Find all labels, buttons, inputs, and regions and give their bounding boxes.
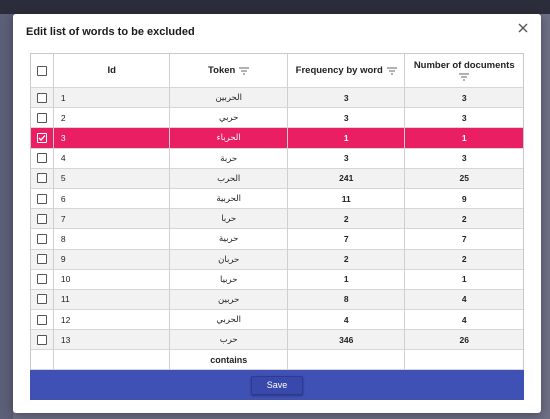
cell-token: حربية	[170, 229, 288, 249]
row-select-cell	[31, 149, 54, 169]
table-row[interactable]	[31, 128, 523, 148]
cell-documents: 4	[405, 310, 523, 330]
words-table	[30, 53, 524, 371]
cell-documents: 1	[405, 128, 523, 148]
table-row[interactable]	[31, 108, 523, 128]
column-header-documents-label: Number of documents	[413, 60, 515, 71]
table-row[interactable]	[31, 270, 523, 290]
cell-frequency: 1	[288, 270, 406, 290]
row-select-cell	[31, 330, 54, 350]
row-select-cell	[31, 250, 54, 270]
cell-documents: 2	[405, 209, 523, 229]
row-checkbox[interactable]	[37, 153, 47, 163]
cell-id: 5	[54, 169, 171, 189]
cell-frequency: 3	[288, 149, 406, 169]
cell-token: الحربية	[170, 189, 288, 209]
table-row[interactable]	[31, 169, 523, 189]
cell-id: 10	[54, 270, 171, 290]
table-row[interactable]	[31, 149, 523, 169]
backdrop-top	[0, 0, 550, 14]
cell-id: 9	[54, 250, 171, 270]
row-checkbox[interactable]	[37, 254, 47, 264]
table-row[interactable]	[31, 310, 523, 330]
cell-frequency: 7	[288, 229, 406, 249]
table-row[interactable]	[31, 209, 523, 229]
select-all-checkbox[interactable]	[37, 66, 47, 76]
cell-token: الحرب	[170, 169, 288, 189]
row-select-cell	[31, 108, 54, 128]
column-header-frequency[interactable]	[288, 54, 406, 88]
column-header-documents[interactable]	[405, 54, 523, 88]
exclude-words-dialog	[13, 14, 541, 413]
row-checkbox[interactable]	[37, 335, 47, 345]
cell-id: 4	[54, 149, 171, 169]
cell-token: الحربي	[170, 310, 288, 330]
save-bar	[30, 370, 524, 400]
row-select-cell	[31, 189, 54, 209]
cell-token: حربين	[170, 290, 288, 310]
filter-cell-documents[interactable]	[405, 350, 523, 370]
cell-id: 8	[54, 229, 171, 249]
cell-documents: 7	[405, 229, 523, 249]
table-header-row	[31, 54, 523, 88]
row-checkbox[interactable]	[37, 214, 47, 224]
select-all-cell	[31, 54, 54, 88]
sort-icon[interactable]	[459, 73, 469, 81]
cell-documents: 25	[405, 169, 523, 189]
cell-id: 11	[54, 290, 171, 310]
table-filter-row	[31, 350, 523, 370]
cell-token: حربا	[170, 209, 288, 229]
cell-documents: 3	[405, 108, 523, 128]
row-checkbox[interactable]	[37, 274, 47, 284]
cell-token: حربي	[170, 108, 288, 128]
row-select-cell	[31, 270, 54, 290]
cell-token: الحربين	[170, 88, 288, 108]
cell-documents: 26	[405, 330, 523, 350]
column-header-frequency-label: Frequency by word	[295, 65, 383, 76]
table-row[interactable]	[31, 290, 523, 310]
cell-frequency: 241	[288, 169, 406, 189]
cell-documents: 3	[405, 149, 523, 169]
cell-frequency: 2	[288, 209, 406, 229]
column-header-id-label: Id	[107, 65, 116, 76]
row-checkbox[interactable]	[37, 133, 47, 143]
cell-id: 13	[54, 330, 171, 350]
cell-id: 7	[54, 209, 171, 229]
table-row[interactable]	[31, 229, 523, 249]
cell-frequency: 2	[288, 250, 406, 270]
row-checkbox[interactable]	[37, 113, 47, 123]
row-checkbox[interactable]	[37, 93, 47, 103]
cell-documents: 2	[405, 250, 523, 270]
table-row[interactable]	[31, 330, 523, 350]
cell-id: 1	[54, 88, 171, 108]
row-select-cell	[31, 229, 54, 249]
check-icon	[38, 134, 46, 142]
sort-icon[interactable]	[387, 67, 397, 75]
row-select-cell	[31, 169, 54, 189]
column-header-token-label: Token	[208, 65, 236, 76]
cell-documents: 1	[405, 270, 523, 290]
cell-id: 3	[54, 128, 171, 148]
cell-frequency: 1	[288, 128, 406, 148]
cell-frequency: 3	[288, 88, 406, 108]
table-row[interactable]	[31, 250, 523, 270]
table-row[interactable]	[31, 88, 523, 108]
row-checkbox[interactable]	[37, 294, 47, 304]
column-header-id[interactable]	[54, 54, 171, 88]
cell-documents: 9	[405, 189, 523, 209]
row-select-cell	[31, 88, 54, 108]
backdrop-side	[0, 14, 13, 419]
row-checkbox[interactable]	[37, 173, 47, 183]
cell-frequency: 4	[288, 310, 406, 330]
sort-icon[interactable]	[239, 67, 249, 75]
table-row[interactable]	[31, 189, 523, 209]
save-button[interactable]: Save	[251, 376, 303, 395]
row-checkbox[interactable]	[37, 315, 47, 325]
filter-cell-check	[31, 350, 54, 370]
close-icon[interactable]	[515, 22, 531, 38]
cell-token: حرب	[170, 330, 288, 350]
row-select-cell	[31, 290, 54, 310]
row-select-cell	[31, 310, 54, 330]
cell-id: 6	[54, 189, 171, 209]
column-header-token[interactable]	[170, 54, 288, 88]
dialog-title: Edit list of words to be excluded	[26, 26, 195, 38]
filter-cell-frequency[interactable]	[288, 350, 406, 370]
filter-cell-id[interactable]	[54, 350, 171, 370]
cell-frequency: 11	[288, 189, 406, 209]
row-checkbox[interactable]	[37, 234, 47, 244]
cell-frequency: 8	[288, 290, 406, 310]
token-filter-operator[interactable]	[170, 350, 288, 370]
cell-token: حربة	[170, 149, 288, 169]
cell-documents: 4	[405, 290, 523, 310]
cell-id: 12	[54, 310, 171, 330]
cell-frequency: 346	[288, 330, 406, 350]
row-select-cell	[31, 209, 54, 229]
cell-id: 2	[54, 108, 171, 128]
cell-token: حربيا	[170, 270, 288, 290]
cell-frequency: 3	[288, 108, 406, 128]
cell-token: الحرباء	[170, 128, 288, 148]
cell-token: حربان	[170, 250, 288, 270]
token-filter-label: contains	[210, 354, 248, 365]
row-checkbox[interactable]	[37, 194, 47, 204]
row-select-cell	[31, 128, 54, 148]
cell-documents: 3	[405, 88, 523, 108]
